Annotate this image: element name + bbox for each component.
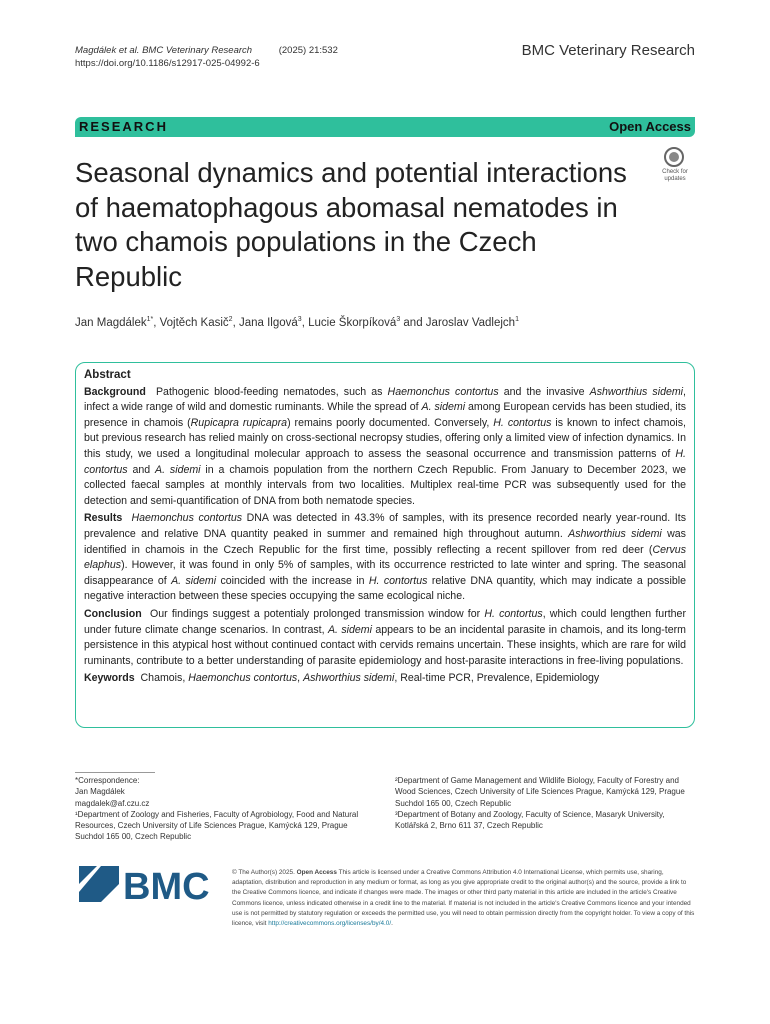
footnotes-left: *Correspondence: Jan Magdálek magdalek@af.czu.cz ¹Department of Zoology and Fisheries, Faculty of Agrobiology, Food and Natural Resources, Czech University of Life Sciences Prague, Kamýcká 129, Prague Suchdol 165 00, Czech Republic — [75, 775, 370, 843]
article-title: Seasonal dynamics and potential interactions of haematophagous abomasal nematodes in two chamois populations in the Czech Republic — [75, 157, 627, 292]
abstract-keywords: Keywords Chamois, Haemonchus contortus, Ashworthius sidemi, Real-time PCR, Prevalence, Epidemiology — [84, 672, 600, 685]
running-header-citation — [75, 44, 338, 70]
header-journal: BMC Veterinary Research — [142, 45, 253, 56]
affiliation-1: ¹Department of Zoology and Fisheries, Faculty of Agrobiology, Food and Natural Resources, Czech University of Life Sciences Prague, Kamýcká 129, Prague Suchdol 165 00, Czech Republic — [75, 809, 359, 842]
author-name[interactable]: Jana Ilgová$^3$ — [238, 316, 302, 329]
license-link[interactable]: http://creativecommons.org/licenses/by/4.0/ — [268, 920, 392, 928]
abstract-background: Background Pathogenic blood-feeding nematodes, such as Haemonchus contortus and the invasive Ashworthius sidemi, infect a wide range of wild and domestic ruminants. While the spread of A. sidemi among European cervids has been studied, its presence in chamois (Rupicapra rupicapra) remains poorly documented. Conversely, H. contortus is known to infect chamois, but previous research has relied mainly on cross-sectional necropsy studies, offering only a limited view of infection dynamics. In this study, we used a longitudinal molecular approach to assess the seasonal occurrence and transmission patterns of H. contortus and A. sidemi in a chamois population from the northern Czech Republic. From January to December 2023, we collected faecal samples at monthly intervals from two localities. Multiplex real-time PCR was subsequently used for the detection and semi-quantification of DNA from both nematode species. — [84, 385, 686, 507]
bmc-logo — [75, 862, 215, 906]
corresponding-email[interactable]: magdalek@af.czu.cz — [75, 798, 150, 808]
check-for-updates-badge[interactable]: Check for updates — [656, 146, 694, 184]
author-name[interactable]: Jaroslav Vadlejch$^1$ — [425, 316, 519, 329]
corresponding-author: Jan Magdálek — [75, 787, 125, 797]
author-name[interactable]: Jan Magdálek$^{1*}$ — [75, 316, 154, 329]
article-type-label: RESEARCH — [79, 119, 168, 134]
bmc-logo-text: BMC — [123, 866, 210, 906]
affiliation-2: ²Department of Game Management and Wildlife Biology, Faculty of Forestry and Wood Sciences, Czech University of Life Sciences Prague, Kamýcká 129, Prague Suchdol 165 00, Czech Republic — [395, 776, 685, 808]
header-authors: Magdálek et al. — [75, 45, 140, 56]
abstract-conclusion: Conclusion Our findings suggest a potentialy prolonged transmission window for H. contortus, which could lengthen further under future climate change scenarios. In contrast, A. sidemi appears to be an incidental parasite in chamois, and its long-term persistence in this atypical host without continued contact with cervids remains uncertain. These insights, which are rare for wild ruminants, contribute to a better understanding of parasite epidemiology and host-parasite interactions in free-living populations. — [84, 607, 686, 667]
header-volume: (2025) 21:532 — [278, 45, 338, 56]
license-statement: © The Author(s) 2025. Open Access This article is licensed under a Creative Commons Attribution 4.0 International License, which permits use, sharing, adaptation, distribution and reproduction in any medium or format, as long as you give appropriate credit to the original author(s) and the source, provide a link to the Creative Commons licence, and indicate if changes were made. The images or other third party material in this article are included in the article's Creative Commons licence, unless indicated otherwise in a credit line to the material. If material is not included in the article's Creative Commons licence and your intended use is not permitted by statutory regulation or exceeds the permitted use, you will need to obtain permission directly from the copyright holder. To view a copy of this licence, visit http://creativecommons.org/licenses/by/4.0/. — [232, 869, 695, 928]
author-name[interactable]: Lucie Škorpíková$^3$ — [308, 316, 401, 329]
affiliation-3: ³Department of Botany and Zoology, Faculty of Science, Masaryk University, Kotlářská 2, Brno 611 37, Czech Republic — [395, 809, 665, 831]
author-list: Jan Magdálek$^{1*}$, Vojtěch Kasič$^2$, Jana Ilgová$^3$, Lucie Škorpíková$^3$ and Jaroslav Vadlejch$^1$ — [75, 316, 519, 329]
footnotes-right — [395, 775, 695, 831]
header-doi-link[interactable]: https://doi.org/10.1186/s12917-025-04992-6 — [75, 58, 260, 69]
author-name[interactable]: Vojtěch Kasič$^2$ — [159, 316, 233, 329]
abstract-results: Results Haemonchus contortus DNA was detected in 43.3% of samples, with its presence recorded nearly year-round. Its prevalence and relative DNA quantity peaked in summer and remained high throughout autumn. Ashworthius sidemi was identified in chamois in the Czech Republic for the first time, possibly reflecting a recent spillover from red deer (Cervus elaphus). However, it was found in only 5% of samples, with its occurrence restricted to late winter and spring. The seasonal disappearance of A. sidemi coincided with the increase in H. contortus relative DNA quantity, which may indicate a possible negative interaction between these species occupying the same ecological niche. — [84, 512, 686, 603]
abstract-heading: Abstract — [84, 369, 131, 381]
journal-name: BMC Veterinary Research — [521, 42, 695, 59]
abstract-box — [75, 362, 695, 728]
open-access-label: Open Access — [609, 119, 691, 134]
footnote-divider — [75, 772, 155, 773]
research-banner — [75, 117, 695, 137]
